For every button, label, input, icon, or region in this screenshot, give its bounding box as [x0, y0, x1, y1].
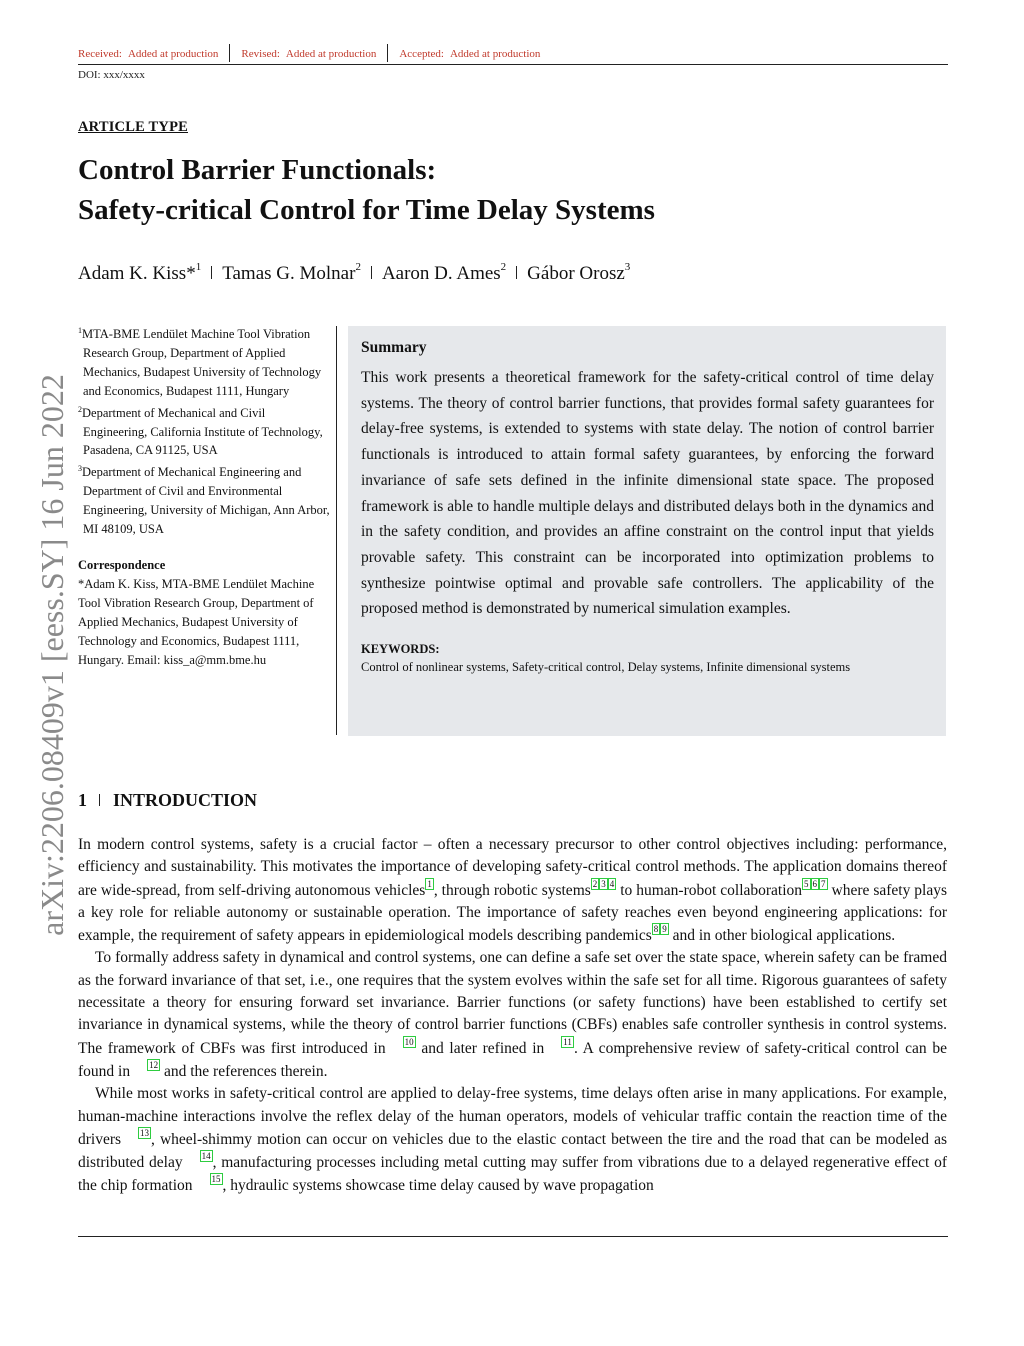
paper-title [78, 150, 948, 230]
keywords-list: Control of nonlinear systems, Safety-critical control, Delay systems, Infinite dimensional systems [361, 660, 851, 675]
citation-link[interactable]: 11 [563, 1036, 572, 1047]
arxiv-identifier: arXiv:2206.08409v1 [eess.SY] 16 Jun 2022 [34, 374, 70, 936]
citation-link[interactable]: 2 3 4 [592, 878, 615, 889]
citation-link[interactable]: 1 [427, 878, 432, 889]
citation-link[interactable]: 12 [149, 1059, 159, 1070]
article-type: ARTICLE TYPE [78, 119, 188, 135]
title-line-2: Safety-critical Control for Time Delay Systems [78, 194, 655, 226]
paragraph: To formally address safety in dynamical and control systems, one can define a safe set over the state space, wherein safety can be framed as the forward invariance of that set, i.e., one requires that the system evolves within the safe set for all time. Rigorous guarantees of safety necessitate a theory for ensuring forward set invariance. Barrier functions (or safety functions) have been established to certify set invariance in dynamical systems, while the theory of control barrier functions (CBFs) enables safe controller synthesis in control systems. The framework of CBFs was first introduced in 10 and later refined in 11 . A comprehensive review of safety-critical control can be found in 12 and the references therein. [78, 949, 948, 1080]
affiliation: $^2$Department of Mechanical and Civil Engineering, California Institute of Technology, Pasadena, CA 91125, USA [78, 404, 323, 458]
citation-link[interactable]: 14 [201, 1151, 211, 1162]
section-number: 1 [78, 790, 87, 810]
header-rule [78, 64, 948, 65]
citation-link[interactable]: 10 [404, 1036, 414, 1047]
citation-link[interactable]: 5 6 7 [804, 878, 826, 889]
publication-dates [78, 44, 948, 62]
author-divider [371, 266, 372, 279]
footer-rule [78, 1236, 948, 1237]
author-divider [211, 266, 212, 279]
correspondence-text: *Adam K. Kiss, MTA-BME Lendület Machine Tool Vibration Research Group, Department of Applied Mechanics, Budapest University of Technology and Economics, Budapest 1111, Hungary. Email: kiss_a@mm.bme.hu [78, 576, 315, 667]
author: Tamas G. Molnar$^2$ [222, 261, 361, 284]
author: Aaron D. Ames$^2$ [381, 261, 507, 284]
section-divider [99, 794, 100, 806]
summary-text: This work presents a theoretical framework for the safety-critical control of time delay systems. The theory of control barrier functions, that provides formal safety guarantees for delay-free systems, is extended to systems with state delay. The notion of control barrier functionals is introduced to attain formal safety guarantees, by enforcing the forward invariance of safe sets defined in the infinite dimensional state space. The proposed framework is able to handle multiple delays and distributed delays both in the dynamics and in the safety condition, and provides an affine constraint on the control input that yields provable safety. This constraint can be incorporated into optimization problems to synthesize pointwise optimal and provable safe controllers. The applicability of the proposed method is demonstrated by numerical simulation examples. [361, 369, 934, 618]
correspondence-heading: Correspondence [78, 557, 166, 572]
summary-heading: Summary [361, 339, 427, 356]
affiliation: $^3$Department of Mechanical Engineering and Department of Civil and Environmental Engineering, University of Michigan, Ann Arbor, MI 48109, USA [78, 464, 330, 537]
section-heading [78, 790, 257, 811]
author: Gábor Orosz$^3$ [527, 261, 631, 284]
revised-date: Revised: Added at production [241, 48, 377, 60]
doi: DOI: xxx/xxxx [78, 69, 145, 81]
affiliations-column [78, 322, 330, 669]
paragraph: In modern control systems, safety is a crucial factor – often a necessary precursor to other control objectives including: performance, efficiency and sustainability. This motivates the importance of developing safety-critical control methods. The application domains thereof are wide-spread, from self-driving autonomous vehicles 1 , through robotic systems 2 3 4 to human-robot collaboration 5 6 7 where safety plays a key role for reliable autonomy or sustainable operation. The importance of safety reaches even beyond engineering applications: for example, the requirement of safety appears in epidemiological models describing pandemics 8 9 and in other biological applications. [78, 836, 948, 945]
author-list [78, 261, 630, 285]
affiliation: $^1$MTA-BME Lendület Machine Tool Vibration Research Group, Department of Applied Mechanics, Budapest University of Technology and Economics, Budapest 1111, Hungary [78, 326, 322, 398]
received-date: Received: Added at production [78, 48, 219, 60]
column-divider [336, 326, 337, 735]
citation-link[interactable]: 13 [140, 1127, 150, 1138]
citation-link[interactable]: 8 9 [653, 924, 667, 935]
author-divider [516, 266, 517, 279]
section-title: INTRODUCTION [113, 790, 258, 810]
author: Adam K. Kiss*$^1$ [78, 261, 202, 284]
citation-link[interactable]: 15 [211, 1174, 221, 1185]
header-divider [229, 44, 230, 62]
summary-box [348, 326, 946, 736]
accepted-date: Accepted: Added at production [399, 48, 541, 60]
paragraph: While most works in safety-critical control are applied to delay-free systems, time delays often arise in many applications. For example, human-machine interactions involve the reflex delay of the human operators, models of vehicular traffic contain the reaction time of the drivers 13 , wheel-shimmy motion can occur on vehicles due to the elastic contact between the tire and the road that can be modeled as distributed delay 14 , manufacturing processes including metal cutting may suffer from vibrations due to a delayed regenerative effect of the chip formation 15 , hydraulic systems showcase time delay caused by wave propagation [78, 1085, 947, 1195]
keywords-heading: KEYWORDS: [361, 642, 440, 657]
title-line-1: Control Barrier Functionals: [78, 154, 437, 186]
header-divider [387, 44, 388, 62]
introduction-body [78, 834, 947, 1198]
